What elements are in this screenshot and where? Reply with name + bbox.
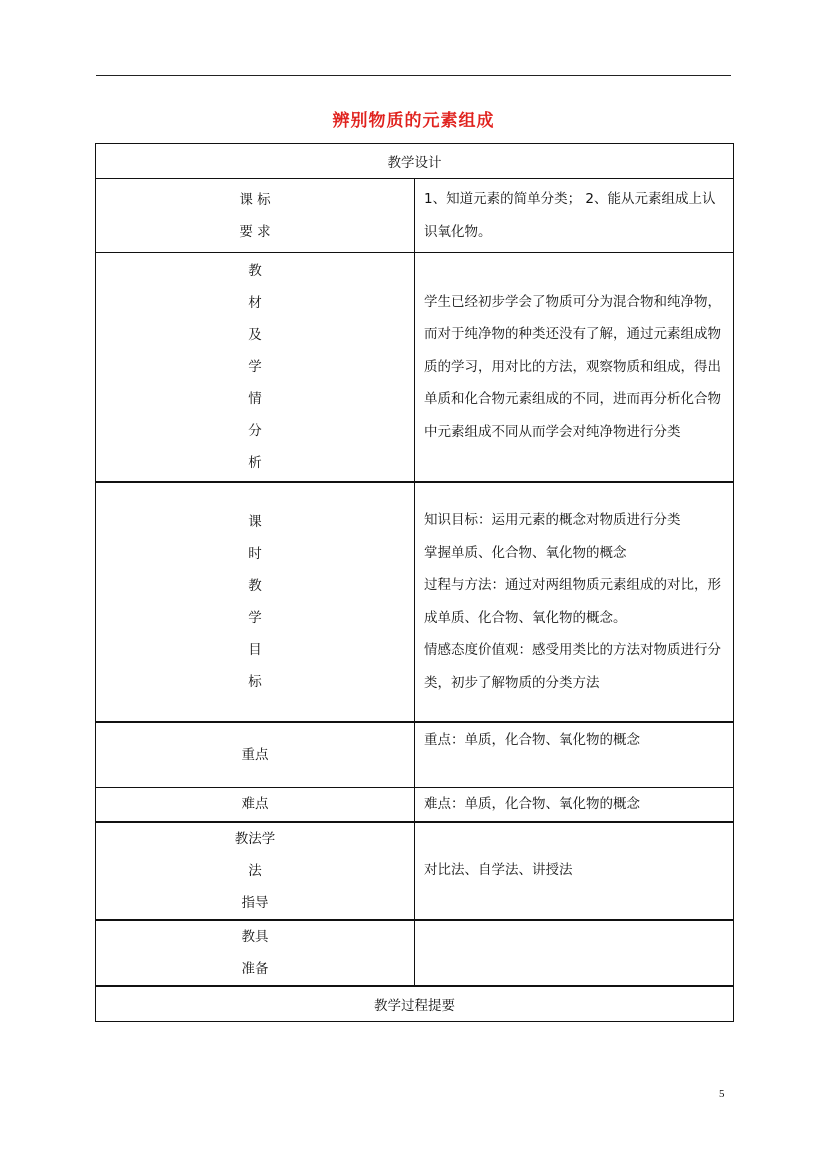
curriculum-content: 1、知道元素的简单分类； 2、能从元素组成上认识氧化物。 [415,179,734,253]
objectives-label: 课 时 教 学 目 标 [96,482,415,722]
objective-process: 过程与方法：通过对两组物质元素组成的对比，形成单质、化合物、氧化物的概念。 [424,577,721,626]
methods-label: 教法学 法 指导 [96,822,415,920]
tools-label: 教具 准备 [96,920,415,986]
objective-concepts: 掌握单质、化合物、氧化物的概念 [424,544,627,561]
methods-content: 对比法、自学法、讲授法 [415,822,734,920]
tools-content [415,920,734,986]
design-header: 教学设计 [96,144,734,179]
page-number: 5 [719,1088,725,1100]
objectives-content [415,482,734,722]
page-title: 辨别物质的元素组成 [332,111,495,131]
objective-knowledge: 知识目标：运用元素的概念对物质进行分类 [424,512,681,528]
key-point-content: 重点：单质，化合物、氧化物的概念 [415,722,734,788]
process-header: 教学过程提要 [96,986,734,1022]
difficulty-content: 难点：单质，化合物、氧化物的概念 [415,788,734,822]
objective-attitude: 情感态度价值观：感受用类比的方法对物质进行分类，初步了解物质的分类方法 [424,642,721,691]
analysis-content: 学生已经初步学会了物质可分为混合物和纯净物，而对于纯净物的种类还没有了解，通过元素组成物质的学习，用对比的方法，观察物质和组成，得出单质和化合物元素组成的不同，进而再分析化合物中元素组成不同从而学会对纯净物进行分类 [415,253,734,482]
curriculum-label: 课 标 要 求 [96,179,415,253]
lesson-plan-table [95,143,734,1022]
analysis-label: 教 材 及 学 情 分 析 [96,253,415,482]
key-point-label: 重点 [96,722,415,788]
header-rule [96,75,731,76]
difficulty-label: 难点 [96,788,415,822]
